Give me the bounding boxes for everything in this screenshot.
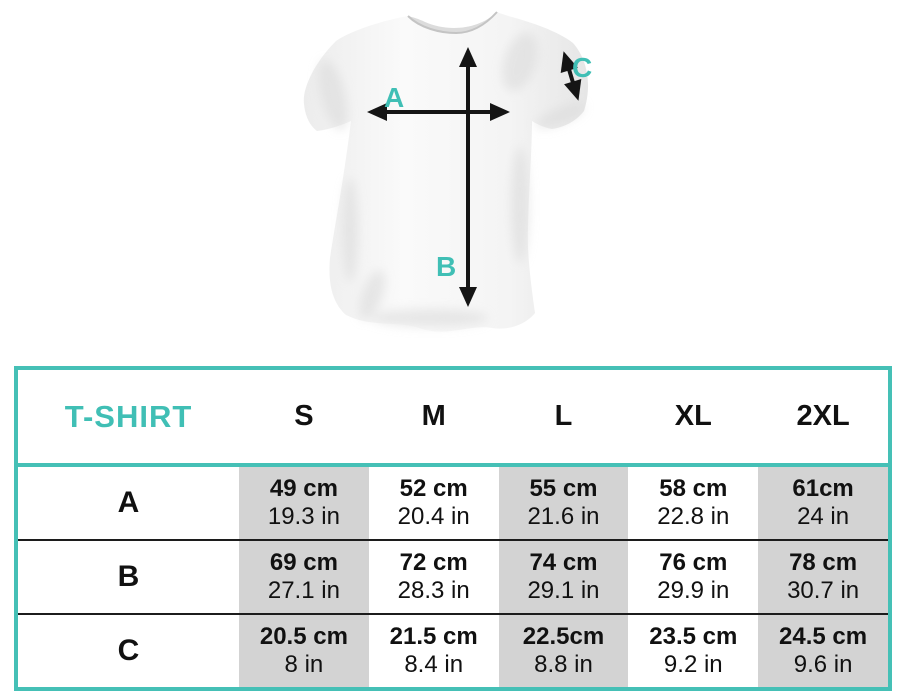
value-in: 30.7 in [787,577,860,604]
cell-a-s [239,467,369,539]
value-in: 24 in [797,503,850,530]
size-header-s: S [294,400,314,432]
measurement-label-c: C [572,52,594,83]
size-header-2xl: 2XL [796,400,850,432]
cell-a-m [369,467,499,539]
value-in: 28.3 in [397,577,470,604]
value-cm: 58 cm [659,474,728,502]
size-header-xl: XL [674,400,712,432]
cell-b-2xl [758,541,888,613]
value-in: 8.4 in [404,651,464,678]
value-in: 27.1 in [267,577,340,604]
table-header-row [18,370,888,467]
row-label-a: A [117,486,140,519]
size-header-m: M [421,400,446,432]
value-in: 8.8 in [534,651,593,678]
value-cm: 23.5 cm [649,622,738,650]
row-label-b: B [117,560,140,593]
cell-b-xl [628,541,758,613]
value-cm: 78 cm [789,548,858,576]
value-in: 22.8 in [657,503,730,530]
cell-a-2xl [758,467,888,539]
value-in: 29.1 in [527,577,600,604]
cell-c-2xl [758,615,888,687]
measurement-label-a: A [384,82,406,113]
value-cm: 55 cm [529,474,598,502]
size-chart-table [14,366,892,691]
value-cm: 24.5 cm [779,622,868,650]
value-cm: 49 cm [269,474,338,502]
value-cm: 76 cm [659,548,728,576]
value-cm: 69 cm [269,548,338,576]
value-in: 9.6 in [793,651,853,678]
cell-a-xl [628,467,758,539]
cell-c-xl [628,615,758,687]
measurement-label-b: B [436,251,458,282]
value-in: 20.4 in [397,503,470,530]
size-header-l: L [554,400,573,432]
cell-c-m [369,615,499,687]
cell-a-l [499,467,629,539]
cell-b-m [369,541,499,613]
value-cm: 74 cm [529,548,598,576]
value-in: 19.3 in [267,503,340,530]
table-title: T-SHIRT [64,398,193,434]
tshirt-shape [304,12,588,332]
cell-b-l [499,541,629,613]
value-in: 21.6 in [527,503,600,530]
value-in: 8 in [284,651,324,678]
value-cm: 21.5 cm [389,622,478,650]
value-cm: 20.5 cm [259,622,348,650]
value-cm: 61cm [792,474,854,502]
value-cm: 72 cm [399,548,468,576]
cell-c-s [239,615,369,687]
table-row-a [18,467,888,539]
row-label-c: C [117,634,140,667]
value-in: 29.9 in [657,577,730,604]
value-in: 9.2 in [663,651,723,678]
cell-c-l [499,615,629,687]
value-cm: 22.5cm [522,622,605,650]
cell-b-s [239,541,369,613]
value-cm: 52 cm [399,474,468,502]
table-row-c [18,613,888,687]
table-row-b [18,539,888,613]
